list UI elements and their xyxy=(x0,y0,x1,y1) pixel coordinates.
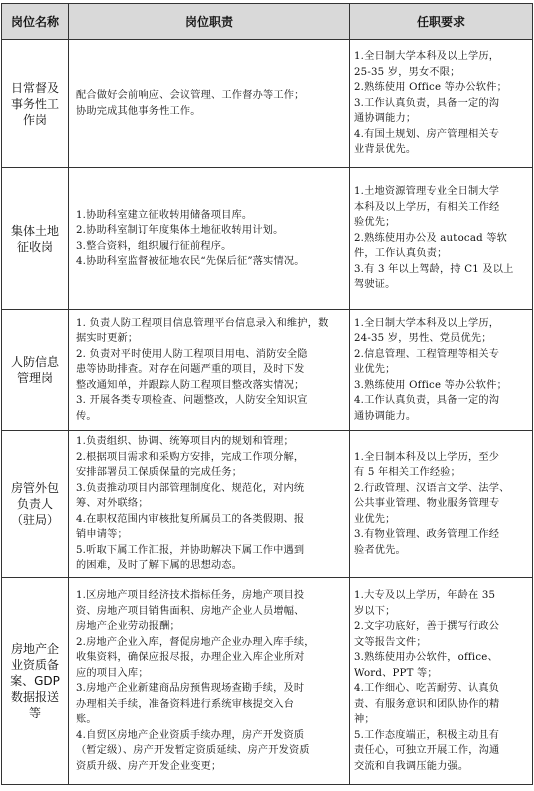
header-row xyxy=(2,4,533,40)
duties-cell xyxy=(69,431,350,578)
position-name-line: 业资质备 xyxy=(10,658,59,672)
position-name-line: （驻局） xyxy=(10,513,59,527)
requirement-line: 责任心，可独立开展工作，沟通 xyxy=(354,745,500,756)
requirement-line: 2.熟练使用办公及 autocad 等软 xyxy=(354,232,508,244)
requirement-line: 3.有 3 年以上驾龄，持 C1 及以上 xyxy=(354,263,514,275)
requirement-line: 3.熟练使用 Office 等办公软件； xyxy=(354,379,507,391)
requirement-line: 3.工作认真负责，具备一定的沟 xyxy=(354,97,500,109)
duty-line: 4.协助科室监督被征地农民“先保后征”落实情况。 xyxy=(76,256,305,267)
requirement-line: 验优先； xyxy=(354,217,396,229)
duty-line: 协助完成其他事务性工作。 xyxy=(76,105,201,117)
job-table xyxy=(1,3,533,785)
requirement-line: 1.大专及以上学历，年龄在 35 xyxy=(354,590,496,601)
duty-line: 4.自贸区房地产企业资质手续办理，房产开发资质 xyxy=(76,729,305,741)
table-row xyxy=(2,431,533,578)
duty-line: 4.在职权范围内审核批复所属员工的各类假期、报 xyxy=(76,513,305,525)
duty-line: 销申请等； xyxy=(76,529,128,541)
requirement-line: 责、有服务意识和团队协作的精 xyxy=(354,698,500,710)
duty-line: 2.根据项目需求和采购方安排，完成工作项分解， xyxy=(76,451,305,463)
requirement-line: 25-35 岁，男女不限； xyxy=(354,66,461,78)
position-name-line: 集体土地 xyxy=(10,223,59,238)
position-name-line: 事务性工 xyxy=(10,96,59,111)
position-name-line: 日常督及 xyxy=(10,80,59,95)
requirement-line: 岁以下； xyxy=(354,605,396,617)
requirements-cell xyxy=(350,431,533,578)
requirement-line: 1.全日制本科及以上学历，至少 xyxy=(354,451,500,463)
duty-line: 2.协助科室制订年度集体土地征收转用计划。 xyxy=(76,225,284,236)
duty-line: 房地产企业劳动报酬； xyxy=(76,621,180,632)
requirement-line: 件，工作认真负责； xyxy=(354,248,448,260)
header-requirements: 任职要求 xyxy=(350,4,533,40)
table-row xyxy=(2,40,533,168)
duty-line: 3.负责推动项目内部管理制度化、规范化，对内统 xyxy=(76,482,305,494)
duty-line: 1. 负责人防工程项目信息管理平台信息录入和维护，数 xyxy=(76,317,329,329)
header-duties: 岗位职责 xyxy=(69,4,350,40)
duty-line: 5.听取下属工作汇报，并协助解决下属工作中遇到 xyxy=(76,544,305,556)
requirements-cell xyxy=(350,40,533,168)
position-name-line: 人防信息 xyxy=(10,355,59,369)
requirement-line: 业优先； xyxy=(354,513,396,525)
position-name-line: 负责人 xyxy=(16,497,53,511)
position-name-line: 等 xyxy=(28,706,41,720)
position-name-line: 作岗 xyxy=(22,112,47,127)
requirement-line: 本科及以上学历，有相关工作经 xyxy=(354,201,500,213)
position-name-line: 房管外包 xyxy=(10,481,59,495)
duty-line: 整改通知单，并跟踪人防工程项目整改落实情况； xyxy=(76,379,305,391)
duty-line: 的困难，及时了解下属的思想动态。 xyxy=(76,560,243,572)
duty-line: 2.房地产企业入库，督促房地产企业办理入库手续， xyxy=(76,636,315,648)
requirement-line: 有 5 年相关工作经验； xyxy=(354,467,462,479)
position-name-cell xyxy=(2,40,69,168)
requirement-line: 2.文字功底好，善于撰写行政公 xyxy=(354,621,500,632)
duty-line: 筹、对外联络； xyxy=(76,498,149,510)
duties-cell xyxy=(69,40,350,168)
requirement-line: 24-35 岁，男性、党员优先； xyxy=(354,333,492,345)
requirement-line: 通协调能力。 xyxy=(354,410,417,422)
position-name-cell xyxy=(2,310,69,431)
requirements-cell xyxy=(350,168,533,310)
duty-line: 办理相关手续，准备资料进行系统审核提交入台 xyxy=(76,698,295,710)
requirement-line: 驾驶证。 xyxy=(354,279,396,291)
duty-line: 3. 开展各类专项检查、问题整改，人防安全知识宣 xyxy=(76,395,308,407)
requirement-line: 4.工作认真负责，具备一定的沟 xyxy=(354,395,500,407)
position-name-line: 数据报送 xyxy=(10,690,59,704)
requirement-line: 文等报告文件； xyxy=(354,636,427,648)
requirement-line: 2.信息管理、工程管理等相关专 xyxy=(354,348,500,360)
requirement-line: 4.有国土规划、房产管理相关专 xyxy=(354,128,500,140)
duty-line: 资质升级、房产开发企业变更； xyxy=(76,760,222,772)
table-row xyxy=(2,168,533,310)
requirement-line: 神； xyxy=(354,714,375,725)
duty-line: 传。 xyxy=(76,410,97,422)
requirement-line: Word、PPT 等； xyxy=(354,667,438,679)
duty-line: 配合做好会前响应、会议管理、工作督办等工作； xyxy=(76,90,305,101)
requirement-line: 业优先； xyxy=(354,364,396,376)
duty-line: 3.整合资料，组织履行征前程序。 xyxy=(76,240,232,252)
requirement-line: 3.熟练使用办公软件，office、 xyxy=(354,652,498,663)
duty-line: 据实时更新； xyxy=(76,333,139,345)
position-name-line: 管理岗 xyxy=(16,371,53,385)
requirement-line: 交流和自我调压能力强。 xyxy=(354,760,469,772)
position-name-line: 征收岗 xyxy=(16,239,53,254)
duty-line: 应的项目入库； xyxy=(76,667,149,679)
requirements-cell xyxy=(350,578,533,785)
position-name-line: 房地产企 xyxy=(10,642,59,656)
requirement-line: 5.工作态度端正，积极主动且有 xyxy=(354,729,500,741)
requirement-line: 1.全日制大学本科及以上学历， xyxy=(354,317,500,329)
requirement-line: 2.熟练使用 Office 等办公软件； xyxy=(354,82,507,94)
header-position-name: 岗位名称 xyxy=(2,4,69,40)
position-name-cell xyxy=(2,168,69,310)
duty-line: 账。 xyxy=(76,714,97,725)
duties-cell xyxy=(69,578,350,785)
requirements-cell xyxy=(350,310,533,431)
requirement-line: 1.土地资源管理专业全日制大学 xyxy=(354,186,500,198)
duty-line: 资、房地产项目销售面积、房地产企业人员增幅、 xyxy=(76,605,305,617)
duty-line: 3.房地产企业新建商品房预售现场查勘手续，及时 xyxy=(76,683,305,694)
table-row xyxy=(2,310,533,431)
requirement-line: 公共事业管理、物业服务管理专 xyxy=(354,498,500,510)
duties-cell xyxy=(69,310,350,431)
table-row xyxy=(2,578,533,785)
duty-line: 患等协助排查。对存在问题严重的项目，及时下发 xyxy=(76,364,305,376)
duty-line: 安排部署员工保质保量的完成任务； xyxy=(76,467,243,479)
duty-line: 1.负责组织、协调、统筹项目内的规划和管理； xyxy=(76,436,294,448)
requirement-line: 验者优先。 xyxy=(354,544,406,556)
position-name-cell xyxy=(2,431,69,578)
position-name-line: 案、GDP xyxy=(10,674,60,688)
duty-line: 2. 负责对平时使用人防工程项目用电、消防安全隐 xyxy=(76,348,308,360)
duty-line: 1.协助科室建立征收转用储备项目库。 xyxy=(76,209,253,221)
requirement-line: 业背景优先。 xyxy=(354,144,417,156)
position-name-cell xyxy=(2,578,69,785)
requirement-line: 3.有物业管理、政务管理工作经 xyxy=(354,529,500,541)
duties-cell xyxy=(69,168,350,310)
duty-line: 1.区房地产项目经济技术指标任务，房地产项目投 xyxy=(76,590,305,601)
requirement-line: 4.工作细心、吃苦耐劳、认真负 xyxy=(354,683,500,694)
duty-line: （暂定级）、房产开发暂定资质延续、房产开发资质 xyxy=(76,745,310,756)
requirement-line: 1.全日制大学本科及以上学历， xyxy=(354,51,500,63)
duty-line: 收集资料，确保应报尽报，办理企业入库企业所对 xyxy=(76,652,305,663)
requirement-line: 通协调能力； xyxy=(354,113,417,125)
requirement-line: 2.行政管理、汉语言文学、法学、 xyxy=(354,482,510,494)
